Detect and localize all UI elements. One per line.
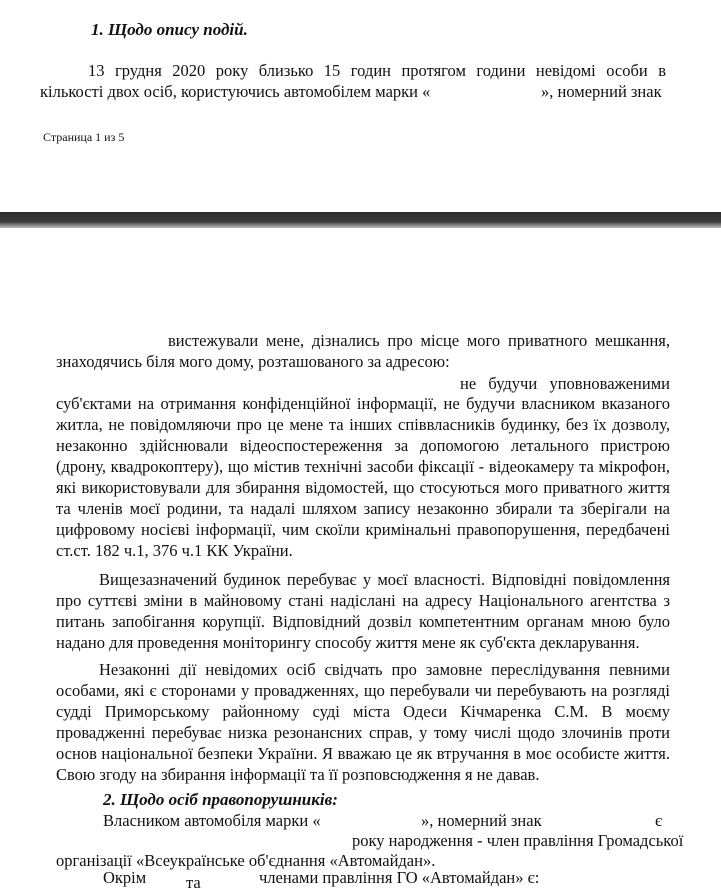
paragraph-line: 13 грудня 2020 року близько 15 годин протягом години невідомі особи в <box>88 61 666 80</box>
paragraph-line: цифровому носієві інформації, чим скоїли кримінальні правопорушення, передбачені <box>56 520 670 539</box>
paragraph-line: », номерний знак <box>421 811 542 830</box>
page-footer: Страница 1 из 5 <box>43 130 125 144</box>
paragraph-line: та <box>186 873 201 892</box>
section-heading-2: 2. Щодо осіб правопорушників: <box>103 790 338 809</box>
paragraph-line: основ національної безпеки України. Я вважаю це як втручання в моє особисте життя. <box>56 744 670 763</box>
paragraph-line: Вищезазначений будинок перебуває у моєї власності. Відповідні повідомлення <box>99 570 670 589</box>
paragraph-line: року народження - член правління Громадської <box>352 831 684 850</box>
document-page-1 <box>0 0 721 212</box>
paragraph-line: провадженні перебуває низка резонансних справ, у тому числі щодо злочинів проти <box>56 723 670 742</box>
paragraph-line: », номерний знак <box>541 82 662 101</box>
paragraph-line: суб'єктами на отримання конфіденційної інформації, не будучи власником вказаного <box>56 394 670 413</box>
paragraph-line: надано для проведення моніторингу способу життя мене як суб'єкта декларування. <box>56 633 640 652</box>
paragraph-line: членами правління ГО «Автомайдан» є: <box>259 868 540 887</box>
paragraph-line: знаходячись біля мого дому, розташованого за адресою: <box>56 352 450 371</box>
paragraph-line: незаконно здійснювали відеоспостереження за допомогою летального пристрою <box>56 436 670 455</box>
paragraph-line: судді Приморському районному суді міста Одеси Кічмаренка С.М. В моєму <box>56 702 670 721</box>
paragraph-line: ст.ст. 182 ч.1, 376 ч.1 КК України. <box>56 541 293 560</box>
paragraph-line: питань запобігання корупції. Відповідний дозвіл компетентним органам мною було <box>56 612 670 631</box>
section-heading-1: 1. Щодо опису подій. <box>91 20 248 39</box>
paragraph-line: організації «Всеукраїнське об'єднання «Автомайдан». <box>56 851 436 870</box>
paragraph-line: житла, не повідомляючи про це мене та інших співвласників будинку, без їх дозволу, <box>56 415 670 434</box>
paragraph-line: кількості двох осіб, користуючись автомобілем марки « <box>40 82 431 101</box>
paragraph-line: є <box>655 811 663 830</box>
paragraph-line: особами, які є сторонами у провадженнях, що перебували чи перебувають на розгляді <box>56 681 670 700</box>
paragraph-line: та членів моєї родини, та надалі шляхом запису незаконно збирали та зберігали на <box>56 499 670 518</box>
paragraph-line: (дрону, квадрокоптеру), що містив технічні засоби фіксації - відеокамеру та мікрофон, <box>56 457 670 476</box>
paragraph-line: Свою згоду на збирання інформації та її розповсюдження я не давав. <box>56 765 540 784</box>
paragraph-line: Власником автомобіля марки « <box>103 811 321 830</box>
paragraph-line: Окрім <box>103 868 147 887</box>
paragraph-line: які використовували для збирання відомостей, що стосуються мого приватного життя <box>56 478 670 497</box>
paragraph-line: не будучи уповноваженими <box>460 374 670 393</box>
paragraph-line: про суттєві зміни в майновому стані надіслані на адресу Національного агентства з <box>56 591 670 610</box>
paragraph-line: вистежували мене, дізнались про місце мого приватного мешкання, <box>168 331 670 350</box>
page-separator <box>0 212 721 228</box>
paragraph-line: Незаконні дії невідомих осіб свідчать про замовне переслідування певними <box>99 660 670 679</box>
